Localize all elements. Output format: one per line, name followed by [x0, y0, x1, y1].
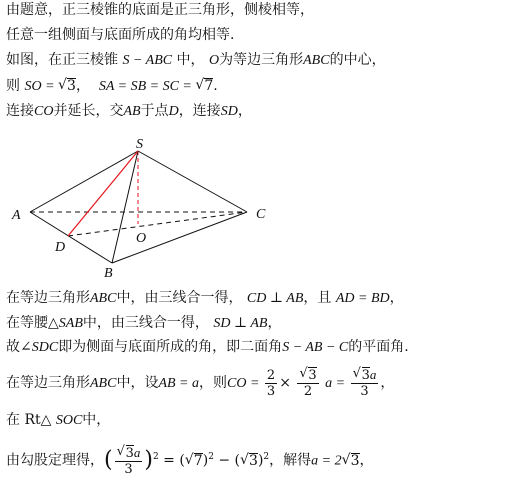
- label-S: S: [136, 137, 143, 152]
- edge-SB: [112, 151, 138, 263]
- text-line-4: 则 SO = √ 3， SA = SB = SC = √ 7.: [6, 76, 218, 97]
- text-line-8: 故∠SDC即为侧面与底面所成的角，即二面角S − AB − C的平面角.: [6, 339, 409, 355]
- text-line-9: 在等边三角形ABC中，设AB = a，则CO = $\frac{2}{3}$ × √ $\frac{3}{2}$ a = √ $\frac{3a}{3}$ ，: [6, 366, 394, 401]
- fraction-sqrt3a-3: √ $\frac{3a}{3}$: [351, 367, 379, 399]
- label-B: B: [104, 266, 113, 281]
- label-C: C: [256, 207, 266, 222]
- label-O: O: [136, 231, 147, 246]
- text-line-5: 连接CO并延长，交AB于点D，连接SD，: [6, 103, 252, 119]
- pyramid-figure: [0, 128, 290, 283]
- fraction-sqrt3a-3-b: √ $\frac{3a}{3}$: [115, 445, 143, 477]
- edge-BC: [112, 212, 247, 263]
- edge-SA: [30, 151, 138, 212]
- fraction-sqrt3-2: √ $\frac{3}{2}$: [297, 367, 318, 399]
- label-D: D: [55, 240, 66, 255]
- edge-AB: [30, 212, 112, 263]
- label-A: A: [12, 208, 21, 223]
- edge-DC: [68, 212, 247, 236]
- text-line-3: 如图，在正三棱锥 S − ABC 中， O为等边三角形ABC的中心，: [6, 52, 386, 68]
- text-line-10: 在 Rt△ SOC中，: [6, 412, 111, 428]
- text-line-11: 由勾股定理得，( √ $\frac{3a}{3}$ )$^2$ = (√ 7)$^2$ − (√ 3)$^2$，解得a = 2√ 3，: [6, 440, 374, 479]
- edge-SD: [68, 151, 138, 236]
- text-line-7: 在等腰△SAB中，由三线合一得， SD ⊥ AB，: [6, 315, 282, 331]
- text-line-1: 由题意，正三棱锥的底面是正三角形，侧棱相等，: [6, 2, 314, 18]
- text-line-6: 在等边三角形ABC中，由三线合一得， CD ⊥ AB，且 AD = BD，: [6, 290, 404, 306]
- text-line-2: 任意一组侧面与底面所成的角均相等.: [6, 27, 235, 43]
- edge-SC: [138, 151, 247, 212]
- fraction-2-3: $\frac{2}{3}$: [266, 367, 276, 399]
